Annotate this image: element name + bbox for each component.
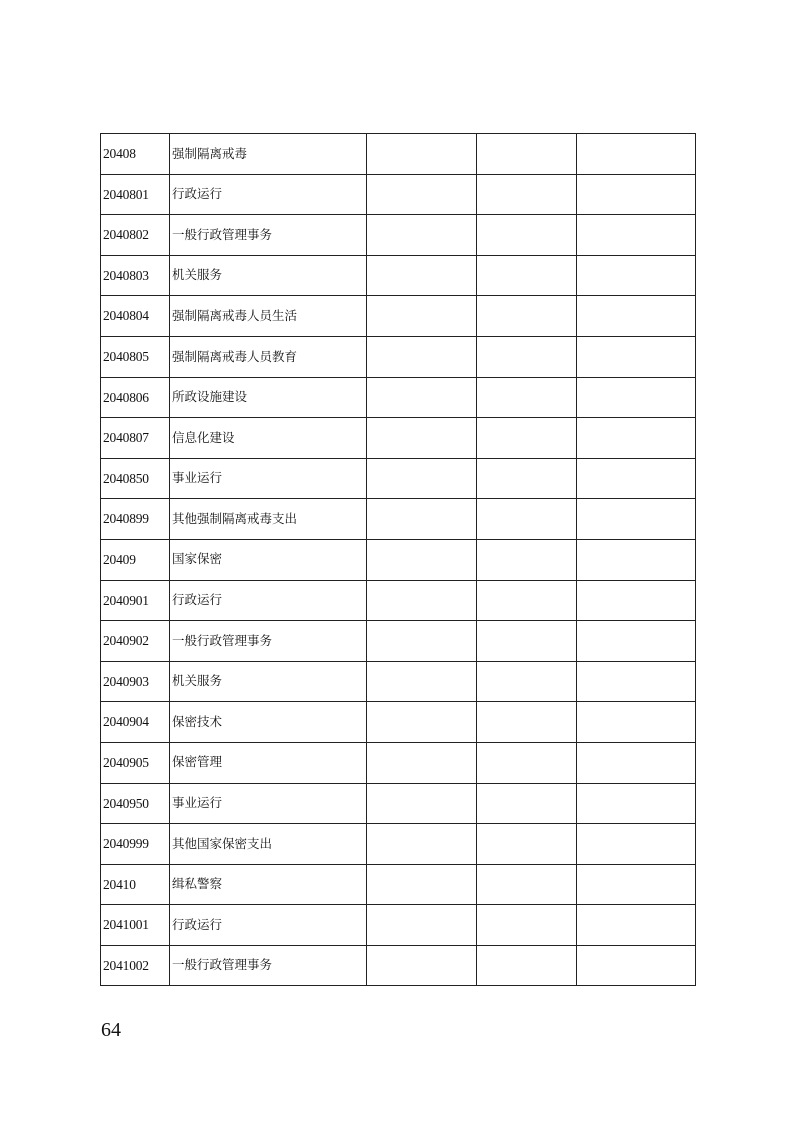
row-name-cell: 机关服务 bbox=[170, 661, 367, 702]
row-value-cell-2 bbox=[477, 215, 577, 256]
row-value-cell-2 bbox=[477, 864, 577, 905]
row-value-cell-3 bbox=[577, 905, 696, 946]
row-code-cell: 20410 bbox=[101, 864, 170, 905]
row-value-cell-2 bbox=[477, 418, 577, 459]
row-name-cell: 缉私警察 bbox=[170, 864, 367, 905]
row-name-cell: 保密管理 bbox=[170, 742, 367, 783]
table-row bbox=[101, 336, 696, 377]
row-value-cell-1 bbox=[367, 945, 477, 986]
row-name-cell: 行政运行 bbox=[170, 580, 367, 621]
row-code-cell: 2040899 bbox=[101, 499, 170, 540]
table-row bbox=[101, 580, 696, 621]
row-code-cell: 2040802 bbox=[101, 215, 170, 256]
row-code-cell: 20409 bbox=[101, 539, 170, 580]
row-code-cell: 2040850 bbox=[101, 458, 170, 499]
row-name-cell: 行政运行 bbox=[170, 174, 367, 215]
row-value-cell-3 bbox=[577, 458, 696, 499]
row-value-cell-3 bbox=[577, 621, 696, 662]
table-row bbox=[101, 824, 696, 865]
table-row bbox=[101, 418, 696, 459]
row-code-cell: 2040904 bbox=[101, 702, 170, 743]
table-row bbox=[101, 377, 696, 418]
row-value-cell-2 bbox=[477, 783, 577, 824]
table-row bbox=[101, 255, 696, 296]
row-value-cell-2 bbox=[477, 174, 577, 215]
table-body bbox=[101, 134, 696, 986]
row-value-cell-1 bbox=[367, 458, 477, 499]
table-row bbox=[101, 661, 696, 702]
row-name-cell: 信息化建设 bbox=[170, 418, 367, 459]
table-row bbox=[101, 905, 696, 946]
row-name-cell: 机关服务 bbox=[170, 255, 367, 296]
row-name-cell: 一般行政管理事务 bbox=[170, 215, 367, 256]
row-value-cell-1 bbox=[367, 296, 477, 337]
row-value-cell-2 bbox=[477, 661, 577, 702]
table-row bbox=[101, 702, 696, 743]
row-value-cell-3 bbox=[577, 255, 696, 296]
row-name-cell: 事业运行 bbox=[170, 783, 367, 824]
row-value-cell-2 bbox=[477, 336, 577, 377]
row-value-cell-3 bbox=[577, 377, 696, 418]
table-row bbox=[101, 864, 696, 905]
row-code-cell: 2040807 bbox=[101, 418, 170, 459]
row-value-cell-2 bbox=[477, 905, 577, 946]
row-value-cell-1 bbox=[367, 824, 477, 865]
row-value-cell-3 bbox=[577, 539, 696, 580]
table-row bbox=[101, 296, 696, 337]
table-row bbox=[101, 458, 696, 499]
row-name-cell: 强制隔离戒毒人员教育 bbox=[170, 336, 367, 377]
row-value-cell-1 bbox=[367, 539, 477, 580]
row-value-cell-2 bbox=[477, 539, 577, 580]
row-value-cell-1 bbox=[367, 174, 477, 215]
row-value-cell-2 bbox=[477, 621, 577, 662]
row-value-cell-1 bbox=[367, 742, 477, 783]
row-name-cell: 强制隔离戒毒 bbox=[170, 134, 367, 175]
row-value-cell-2 bbox=[477, 824, 577, 865]
row-value-cell-3 bbox=[577, 783, 696, 824]
table-row bbox=[101, 134, 696, 175]
row-value-cell-1 bbox=[367, 418, 477, 459]
row-value-cell-3 bbox=[577, 215, 696, 256]
table-row bbox=[101, 621, 696, 662]
row-name-cell: 其他强制隔离戒毒支出 bbox=[170, 499, 367, 540]
row-value-cell-3 bbox=[577, 174, 696, 215]
row-code-cell: 2040801 bbox=[101, 174, 170, 215]
row-value-cell-2 bbox=[477, 296, 577, 337]
table-row bbox=[101, 499, 696, 540]
table-row bbox=[101, 174, 696, 215]
row-value-cell-2 bbox=[477, 742, 577, 783]
row-name-cell: 行政运行 bbox=[170, 905, 367, 946]
row-value-cell-1 bbox=[367, 864, 477, 905]
row-code-cell: 2040804 bbox=[101, 296, 170, 337]
row-name-cell: 保密技术 bbox=[170, 702, 367, 743]
row-value-cell-1 bbox=[367, 702, 477, 743]
row-name-cell: 所政设施建设 bbox=[170, 377, 367, 418]
row-code-cell: 2041001 bbox=[101, 905, 170, 946]
row-value-cell-2 bbox=[477, 377, 577, 418]
row-value-cell-2 bbox=[477, 255, 577, 296]
table-row bbox=[101, 215, 696, 256]
row-value-cell-2 bbox=[477, 458, 577, 499]
row-value-cell-2 bbox=[477, 580, 577, 621]
row-value-cell-3 bbox=[577, 499, 696, 540]
row-code-cell: 2040805 bbox=[101, 336, 170, 377]
row-name-cell: 国家保密 bbox=[170, 539, 367, 580]
row-value-cell-1 bbox=[367, 499, 477, 540]
row-code-cell: 2040902 bbox=[101, 621, 170, 662]
row-value-cell-3 bbox=[577, 134, 696, 175]
row-value-cell-3 bbox=[577, 418, 696, 459]
row-code-cell: 2040950 bbox=[101, 783, 170, 824]
row-value-cell-3 bbox=[577, 824, 696, 865]
row-value-cell-2 bbox=[477, 499, 577, 540]
row-value-cell-1 bbox=[367, 215, 477, 256]
row-name-cell: 一般行政管理事务 bbox=[170, 621, 367, 662]
row-name-cell: 其他国家保密支出 bbox=[170, 824, 367, 865]
page-number: 64 bbox=[101, 1019, 121, 1041]
row-name-cell: 一般行政管理事务 bbox=[170, 945, 367, 986]
row-code-cell: 2040803 bbox=[101, 255, 170, 296]
row-name-cell: 强制隔离戒毒人员生活 bbox=[170, 296, 367, 337]
row-value-cell-1 bbox=[367, 661, 477, 702]
budget-table bbox=[100, 133, 696, 986]
table-row bbox=[101, 945, 696, 986]
row-code-cell: 2040903 bbox=[101, 661, 170, 702]
row-code-cell: 2040806 bbox=[101, 377, 170, 418]
row-value-cell-2 bbox=[477, 702, 577, 743]
row-value-cell-3 bbox=[577, 661, 696, 702]
row-value-cell-1 bbox=[367, 255, 477, 296]
table-row bbox=[101, 783, 696, 824]
row-code-cell: 20408 bbox=[101, 134, 170, 175]
table-row bbox=[101, 742, 696, 783]
row-value-cell-3 bbox=[577, 336, 696, 377]
row-name-cell: 事业运行 bbox=[170, 458, 367, 499]
row-value-cell-3 bbox=[577, 864, 696, 905]
row-code-cell: 2041002 bbox=[101, 945, 170, 986]
row-value-cell-1 bbox=[367, 580, 477, 621]
row-value-cell-2 bbox=[477, 134, 577, 175]
row-code-cell: 2040905 bbox=[101, 742, 170, 783]
row-value-cell-3 bbox=[577, 296, 696, 337]
row-value-cell-1 bbox=[367, 336, 477, 377]
row-value-cell-1 bbox=[367, 621, 477, 662]
row-code-cell: 2040999 bbox=[101, 824, 170, 865]
row-value-cell-3 bbox=[577, 580, 696, 621]
row-value-cell-1 bbox=[367, 377, 477, 418]
row-value-cell-3 bbox=[577, 702, 696, 743]
row-code-cell: 2040901 bbox=[101, 580, 170, 621]
row-value-cell-1 bbox=[367, 783, 477, 824]
table-row bbox=[101, 539, 696, 580]
row-value-cell-3 bbox=[577, 742, 696, 783]
row-value-cell-1 bbox=[367, 905, 477, 946]
row-value-cell-2 bbox=[477, 945, 577, 986]
row-value-cell-3 bbox=[577, 945, 696, 986]
row-value-cell-1 bbox=[367, 134, 477, 175]
